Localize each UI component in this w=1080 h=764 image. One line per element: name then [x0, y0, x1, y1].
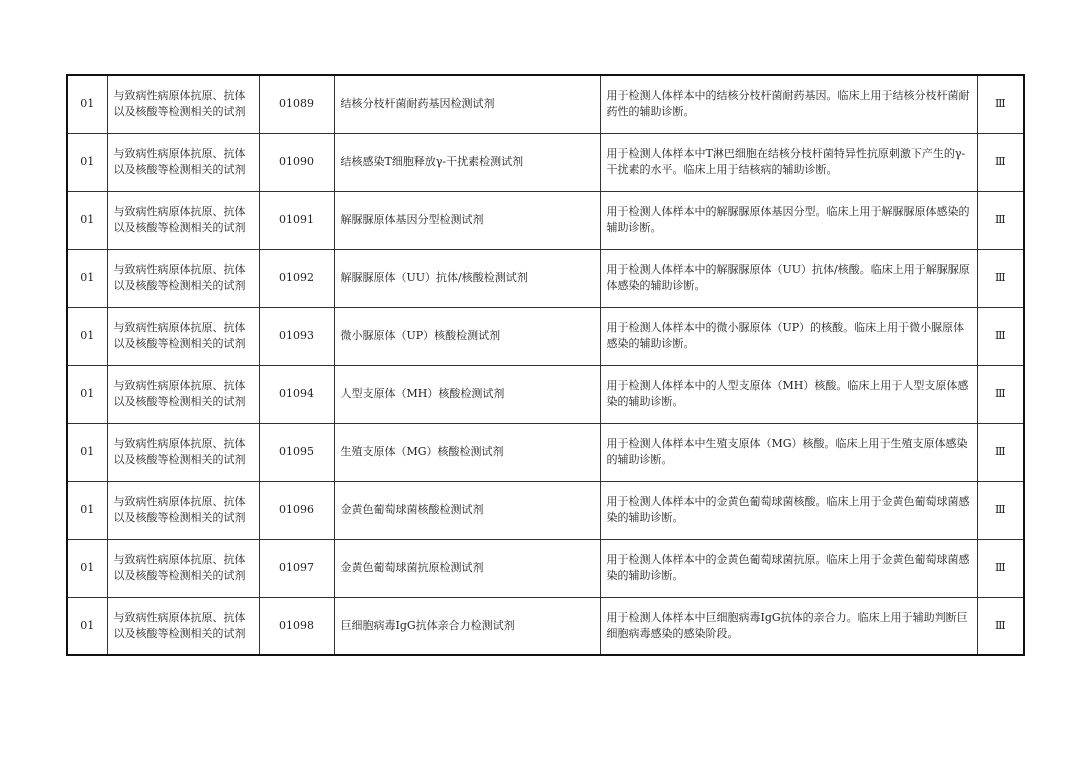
- intended-use-cell: 用于检测人体样本中的解脲脲原体（UU）抗体/核酸。临床上用于解脲脲原体感染的辅助诊断。: [600, 249, 977, 307]
- intended-use-cell: 用于检测人体样本中的金黄色葡萄球菌抗原。临床上用于金黄色葡萄球菌感染的辅助诊断。: [600, 539, 977, 597]
- class-code-cell: 01: [67, 75, 107, 133]
- management-class-cell: Ⅲ: [977, 481, 1024, 539]
- table-body: [67, 75, 1024, 655]
- product-name-cell: 巨细胞病毒IgG抗体亲合力检测试剂: [334, 597, 600, 655]
- management-class-cell: Ⅲ: [977, 191, 1024, 249]
- intended-use-cell: 用于检测人体样本中T淋巴细胞在结核分枝杆菌特异性抗原刺激下产生的γ-干扰素的水平。临床上用于结核病的辅助诊断。: [600, 133, 977, 191]
- product-name-cell: 微小脲原体（UP）核酸检测试剂: [334, 307, 600, 365]
- category-cell: 与致病性病原体抗原、抗体以及核酸等检测相关的试剂: [107, 597, 259, 655]
- category-cell: 与致病性病原体抗原、抗体以及核酸等检测相关的试剂: [107, 75, 259, 133]
- product-code-cell: 01090: [259, 133, 334, 191]
- management-class-cell: Ⅲ: [977, 539, 1024, 597]
- class-code-cell: 01: [67, 539, 107, 597]
- management-class-cell: Ⅲ: [977, 307, 1024, 365]
- table-row: [67, 191, 1024, 249]
- product-code-cell: 01092: [259, 249, 334, 307]
- product-code-cell: 01091: [259, 191, 334, 249]
- product-name-cell: 金黄色葡萄球菌抗原检测试剂: [334, 539, 600, 597]
- class-code-cell: 01: [67, 423, 107, 481]
- intended-use-cell: 用于检测人体样本中的金黄色葡萄球菌核酸。临床上用于金黄色葡萄球菌感染的辅助诊断。: [600, 481, 977, 539]
- class-code-cell: 01: [67, 307, 107, 365]
- category-cell: 与致病性病原体抗原、抗体以及核酸等检测相关的试剂: [107, 481, 259, 539]
- table-row: [67, 539, 1024, 597]
- product-name-cell: 结核感染T细胞释放γ-干扰素检测试剂: [334, 133, 600, 191]
- intended-use-cell: 用于检测人体样本中的解脲脲原体基因分型。临床上用于解脲脲原体感染的辅助诊断。: [600, 191, 977, 249]
- product-name-cell: 人型支原体（MH）核酸检测试剂: [334, 365, 600, 423]
- product-name-cell: 金黄色葡萄球菌核酸检测试剂: [334, 481, 600, 539]
- intended-use-cell: 用于检测人体样本中的结核分枝杆菌耐药基因。临床上用于结核分枝杆菌耐药性的辅助诊断。: [600, 75, 977, 133]
- class-code-cell: 01: [67, 133, 107, 191]
- management-class-cell: Ⅲ: [977, 423, 1024, 481]
- table-row: [67, 423, 1024, 481]
- product-code-cell: 01096: [259, 481, 334, 539]
- product-name-cell: 结核分枝杆菌耐药基因检测试剂: [334, 75, 600, 133]
- product-code-cell: 01094: [259, 365, 334, 423]
- class-code-cell: 01: [67, 481, 107, 539]
- table-row: [67, 307, 1024, 365]
- category-cell: 与致病性病原体抗原、抗体以及核酸等检测相关的试剂: [107, 423, 259, 481]
- table-row: [67, 481, 1024, 539]
- management-class-cell: Ⅲ: [977, 133, 1024, 191]
- intended-use-cell: 用于检测人体样本中生殖支原体（MG）核酸。临床上用于生殖支原体感染的辅助诊断。: [600, 423, 977, 481]
- product-code-cell: 01089: [259, 75, 334, 133]
- management-class-cell: Ⅲ: [977, 75, 1024, 133]
- table-row: [67, 249, 1024, 307]
- class-code-cell: 01: [67, 365, 107, 423]
- management-class-cell: Ⅲ: [977, 249, 1024, 307]
- category-cell: 与致病性病原体抗原、抗体以及核酸等检测相关的试剂: [107, 539, 259, 597]
- category-cell: 与致病性病原体抗原、抗体以及核酸等检测相关的试剂: [107, 365, 259, 423]
- product-code-cell: 01097: [259, 539, 334, 597]
- product-name-cell: 解脲脲原体基因分型检测试剂: [334, 191, 600, 249]
- category-cell: 与致病性病原体抗原、抗体以及核酸等检测相关的试剂: [107, 249, 259, 307]
- table-row: [67, 365, 1024, 423]
- class-code-cell: 01: [67, 191, 107, 249]
- table-row: [67, 75, 1024, 133]
- management-class-cell: Ⅲ: [977, 365, 1024, 423]
- product-code-cell: 01093: [259, 307, 334, 365]
- intended-use-cell: 用于检测人体样本中的人型支原体（MH）核酸。临床上用于人型支原体感染的辅助诊断。: [600, 365, 977, 423]
- category-cell: 与致病性病原体抗原、抗体以及核酸等检测相关的试剂: [107, 307, 259, 365]
- product-name-cell: 解脲脲原体（UU）抗体/核酸检测试剂: [334, 249, 600, 307]
- intended-use-cell: 用于检测人体样本中巨细胞病毒IgG抗体的亲合力。临床上用于辅助判断巨细胞病毒感染的感染阶段。: [600, 597, 977, 655]
- product-code-cell: 01095: [259, 423, 334, 481]
- product-code-cell: 01098: [259, 597, 334, 655]
- class-code-cell: 01: [67, 597, 107, 655]
- product-name-cell: 生殖支原体（MG）核酸检测试剂: [334, 423, 600, 481]
- table-row: [67, 597, 1024, 655]
- table-row: [67, 133, 1024, 191]
- category-cell: 与致病性病原体抗原、抗体以及核酸等检测相关的试剂: [107, 133, 259, 191]
- category-cell: 与致病性病原体抗原、抗体以及核酸等检测相关的试剂: [107, 191, 259, 249]
- class-code-cell: 01: [67, 249, 107, 307]
- management-class-cell: Ⅲ: [977, 597, 1024, 655]
- intended-use-cell: 用于检测人体样本中的微小脲原体（UP）的核酸。临床上用于微小脲原体感染的辅助诊断。: [600, 307, 977, 365]
- reagent-classification-table: [66, 74, 1025, 656]
